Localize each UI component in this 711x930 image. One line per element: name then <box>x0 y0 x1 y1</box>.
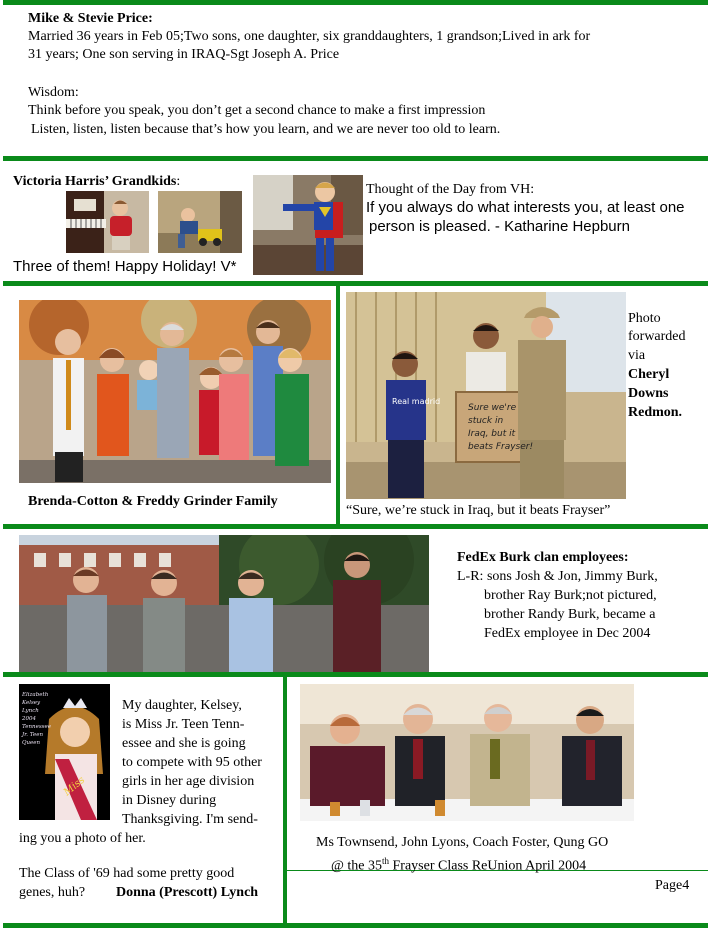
burk-clan-photo <box>19 535 429 672</box>
kelsey-photo <box>19 684 110 820</box>
kelsey-text-1: My daughter, Kelsey, <box>122 698 242 713</box>
photo-credit-2: Downs <box>628 386 669 401</box>
divider-section5 <box>283 677 287 923</box>
kelsey-text-end: ing you a photo of her. <box>19 831 146 846</box>
reunion-caption-pre: @ the 35 <box>331 858 382 874</box>
thought-line-2: person is pleased. - Katharine Hepburn <box>369 218 630 235</box>
photo-credit-3: Redmon. <box>628 405 683 420</box>
wisdom-label: Wisdom: <box>28 85 79 100</box>
grandkids-colon: : <box>176 174 181 189</box>
kelsey-caption-5: Tennessee <box>22 724 51 730</box>
page-number: Page4 <box>655 878 690 893</box>
kelsey-caption-4: 2004 <box>22 716 36 722</box>
kelsey-caption-3: Lynch <box>22 708 39 714</box>
price-line-1: Married 36 years in Feb 05;Two sons, one daughter, six granddaughters, 1 grandson;Lived in ark for <box>28 29 591 44</box>
grandkids-caption: Three of them! Happy Holiday! V* <box>13 258 237 275</box>
fedex-line-3: brother Randy Burk, became a <box>484 607 656 622</box>
sash-text: Miss <box>61 774 88 799</box>
grandkids-title-wrap <box>13 173 180 191</box>
iraq-caption: “Sure, we’re stuck in Iraq, but it beats Frayser” <box>346 503 611 518</box>
fedex-line-2: brother Ray Burk;not pictured, <box>484 588 657 603</box>
class-line-2: genes, huh? <box>19 885 86 900</box>
rule-1 <box>3 156 708 161</box>
reunion-caption-1: Ms Townsend, John Lyons, Coach Foster, Qung GO <box>316 835 609 850</box>
class-line-1: The Class of '69 had some pretty good <box>19 866 235 881</box>
grandkids-title: Victoria Harris’ Grandkids <box>13 174 177 189</box>
fedex-line-1: L-R: sons Josh & Jon, Jimmy Burk, <box>457 569 658 584</box>
photo-note-3: via <box>628 348 646 363</box>
grandkid-piano-photo <box>66 191 149 253</box>
grinder-family-photo <box>19 300 331 483</box>
rule-2 <box>3 281 708 286</box>
reunion-photo <box>300 684 634 821</box>
sign-line-1: Sure we're <box>468 403 517 413</box>
bottom-rule <box>3 923 708 928</box>
wisdom-line-2: Listen, listen, listen because that’s how you learn, and we are never too old to learn. <box>31 122 501 137</box>
kelsey-text-2: is Miss Jr. Teen Tenn- <box>122 717 245 732</box>
kelsey-text-6: in Disney during <box>122 793 217 808</box>
rule-3 <box>3 524 708 529</box>
grandkid-toy-truck-photo <box>158 191 242 253</box>
photo-note-2: forwarded <box>628 329 686 344</box>
fedex-line-4: FedEx employee in Dec 2004 <box>484 626 651 641</box>
price-title: Mike & Stevie Price: <box>28 11 153 26</box>
reunion-caption-post: Frayser Class ReUnion April 2004 <box>389 858 587 874</box>
sign-line-2: stuck in <box>468 416 504 426</box>
kelsey-text-7: Thanksgiving. I'm send- <box>122 812 258 827</box>
iraq-photo <box>346 292 626 499</box>
divider-section3 <box>336 286 340 524</box>
donna-author: Donna (Prescott) Lynch <box>116 885 259 900</box>
rule-4 <box>3 672 708 677</box>
reunion-caption-sup: th <box>382 856 390 866</box>
photo-credit-1: Cheryl <box>628 367 670 382</box>
wisdom-line-1: Think before you speak, you don’t get a second chance to make a first impression <box>28 103 486 118</box>
shirt-text: Real madrid <box>392 397 441 406</box>
reunion-caption-2 <box>331 852 586 876</box>
fedex-title: FedEx Burk clan employees: <box>457 550 629 565</box>
kelsey-text-4: to compete with 95 other <box>122 755 262 770</box>
sign-line-3: Iraq, but it <box>468 429 516 439</box>
kelsey-caption-6: Jr. Teen <box>22 732 44 738</box>
grandkid-superman-photo <box>253 175 363 275</box>
kelsey-text-5: girls in her age division <box>122 774 255 789</box>
sign-line-4: beats Frayser! <box>468 442 534 452</box>
kelsey-caption-7: Queen <box>22 740 41 746</box>
price-line-2: 31 years; One son serving in IRAQ-Sgt Joseph A. Price <box>28 47 340 62</box>
grinder-family-caption: Brenda-Cotton & Freddy Grinder Family <box>28 494 278 509</box>
kelsey-caption-1: Elizabeth <box>22 692 49 698</box>
photo-note-1: Photo <box>628 311 661 326</box>
top-rule <box>3 0 708 5</box>
kelsey-caption-2: Kelsey <box>22 700 41 706</box>
thought-line-1: If you always do what interests you, at least one <box>366 199 685 216</box>
thought-label: Thought of the Day from VH: <box>366 182 535 197</box>
kelsey-text-3: essee and she is going <box>122 736 246 751</box>
